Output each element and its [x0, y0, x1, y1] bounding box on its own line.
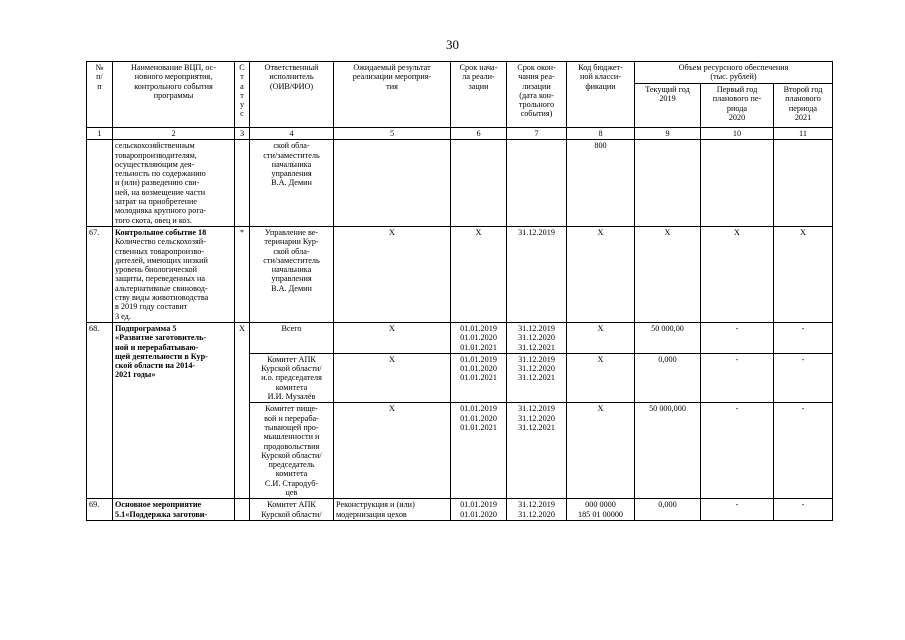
row-name: Основное мероприятие 5.1«Поддержка заготови- — [113, 499, 235, 521]
row-code: 800 — [567, 140, 635, 227]
row-y2021: - — [774, 322, 833, 353]
colnum: 11 — [774, 128, 833, 140]
header-resources: Объем ресурсного обеспечения (тыс. рублей) — [635, 62, 833, 84]
table-row — [87, 322, 833, 353]
row-responsible: Комитет АПК Курской области/ — [250, 499, 334, 521]
row-name-text: Количество сельскохозяй- ственных товаропроизво- дителей, имеющих низкий уровень биологической защиты, переведенных на альтернативные свиновод- ству виды животноводства в 2019 году составит 3 ед. — [115, 237, 209, 321]
row-result: X — [334, 403, 451, 499]
row-number: 68. — [87, 322, 113, 498]
row-start: 01.01.2019 01.01.2020 01.01.2021 — [451, 403, 507, 499]
row-code: X — [567, 322, 635, 353]
row-y2019: 50 000,00 — [635, 322, 701, 353]
header-status: С т а т у с — [235, 62, 250, 128]
header-code: Код бюджет- ной класси- фикации — [567, 62, 635, 128]
row-y2020: - — [701, 403, 774, 499]
row-responsible: Комитет пище- вой и перераба- тывающей про- мышленности и продовольствия Курской области/ председатель комитета С.И. Стародуб- цев — [250, 403, 334, 499]
row-end: 31.12.2019 — [507, 226, 567, 322]
colnum: 9 — [635, 128, 701, 140]
row-end: 31.12.2019 31.12.2020 31.12.2021 — [507, 353, 567, 402]
row-result: X — [334, 322, 451, 353]
row-status: * — [235, 226, 250, 322]
colnum: 7 — [507, 128, 567, 140]
row-result: X — [334, 353, 451, 402]
row-y2019: 0,000 — [635, 353, 701, 402]
row-responsible: ской обла- сти/заместитель начальника управления В.А. Демин — [250, 140, 334, 227]
row-name-title: Контрольное событие 18 — [115, 227, 207, 237]
row-responsible: Всего — [250, 322, 334, 353]
header-end: Срок окон- чания реа- лизации (дата кон- трольного события) — [507, 62, 567, 128]
column-number-row — [87, 128, 833, 140]
row-name: Подпрограмма 5 «Развитие заготовитель- ной и перерабатываю- щей деятельности в Кур- ской области на 2014- 2021 годы» — [113, 322, 235, 498]
row-y2021: - — [774, 403, 833, 499]
row-result: Реконструкция и (или) модернизация цехов — [334, 499, 451, 521]
table-row — [87, 499, 833, 521]
row-name: сельскохозяйственным товаропроизводителям, осуществляющим дея- тельность по содержанию и (или) разведению сви- ней, на возмещение части затрат на приобретение молодняка крупного рога- того скота, овец и коз. — [113, 140, 235, 227]
header-year-2020: Первый год планового пе- риода 2020 — [701, 84, 774, 128]
row-code: X — [567, 353, 635, 402]
row-y2019: 0,000 — [635, 499, 701, 521]
row-y2021: - — [774, 353, 833, 402]
row-start: 01.01.2019 01.01.2020 01.01.2021 — [451, 322, 507, 353]
row-code: X — [567, 403, 635, 499]
row-number: 69. — [87, 499, 113, 521]
colnum: 8 — [567, 128, 635, 140]
row-y2020: - — [701, 322, 774, 353]
header-start: Срок нача- ла реали- зации — [451, 62, 507, 128]
row-number: 67. — [87, 226, 113, 322]
header-responsible: Ответственный исполнитель (ОИВ/ФИО) — [250, 62, 334, 128]
colnum: 10 — [701, 128, 774, 140]
header-year-2019: Текущий год 2019 — [635, 84, 701, 128]
row-status: X — [235, 322, 250, 498]
row-result: X — [334, 226, 451, 322]
header-result: Ожидаемый результат реализации мероприя- тия — [334, 62, 451, 128]
colnum: 4 — [250, 128, 334, 140]
header-year-2021: Второй год планового периода 2021 — [774, 84, 833, 128]
header-number: № п/ п — [87, 62, 113, 128]
table-row — [87, 140, 833, 227]
program-table — [86, 61, 833, 521]
row-y2020: - — [701, 499, 774, 521]
row-responsible: Управление ве- теринарии Кур- ской обла- сти/заместитель начальника управления В.А. Демин — [250, 226, 334, 322]
table-row — [87, 226, 833, 322]
row-responsible: Комитет АПК Курской области/ и.о. председателя комитета И.И. Музалёв — [250, 353, 334, 402]
row-y2021: X — [774, 226, 833, 322]
row-start: 01.01.2019 01.01.2020 01.01.2021 — [451, 353, 507, 402]
row-end: 31.12.2019 31.12.2020 — [507, 499, 567, 521]
colnum: 1 — [87, 128, 113, 140]
row-start: 01.01.2019 01.01.2020 — [451, 499, 507, 521]
row-end: 31.12.2019 31.12.2020 31.12.2021 — [507, 322, 567, 353]
row-end: 31.12.2019 31.12.2020 31.12.2021 — [507, 403, 567, 499]
row-y2020: X — [701, 226, 774, 322]
colnum: 5 — [334, 128, 451, 140]
row-start: X — [451, 226, 507, 322]
colnum: 2 — [113, 128, 235, 140]
row-code: X — [567, 226, 635, 322]
page-number: 30 — [446, 37, 459, 52]
row-y2021: - — [774, 499, 833, 521]
colnum: 6 — [451, 128, 507, 140]
row-code: 000 0000 185 01 00000 — [567, 499, 635, 521]
row-y2020: - — [701, 353, 774, 402]
row-name — [113, 226, 235, 322]
header-name: Наименование ВЦП, ос- новного мероприятия, контрольного события программы — [113, 62, 235, 128]
row-y2019: X — [635, 226, 701, 322]
header-row — [87, 62, 833, 84]
colnum: 3 — [235, 128, 250, 140]
row-y2019: 50 000,000 — [635, 403, 701, 499]
